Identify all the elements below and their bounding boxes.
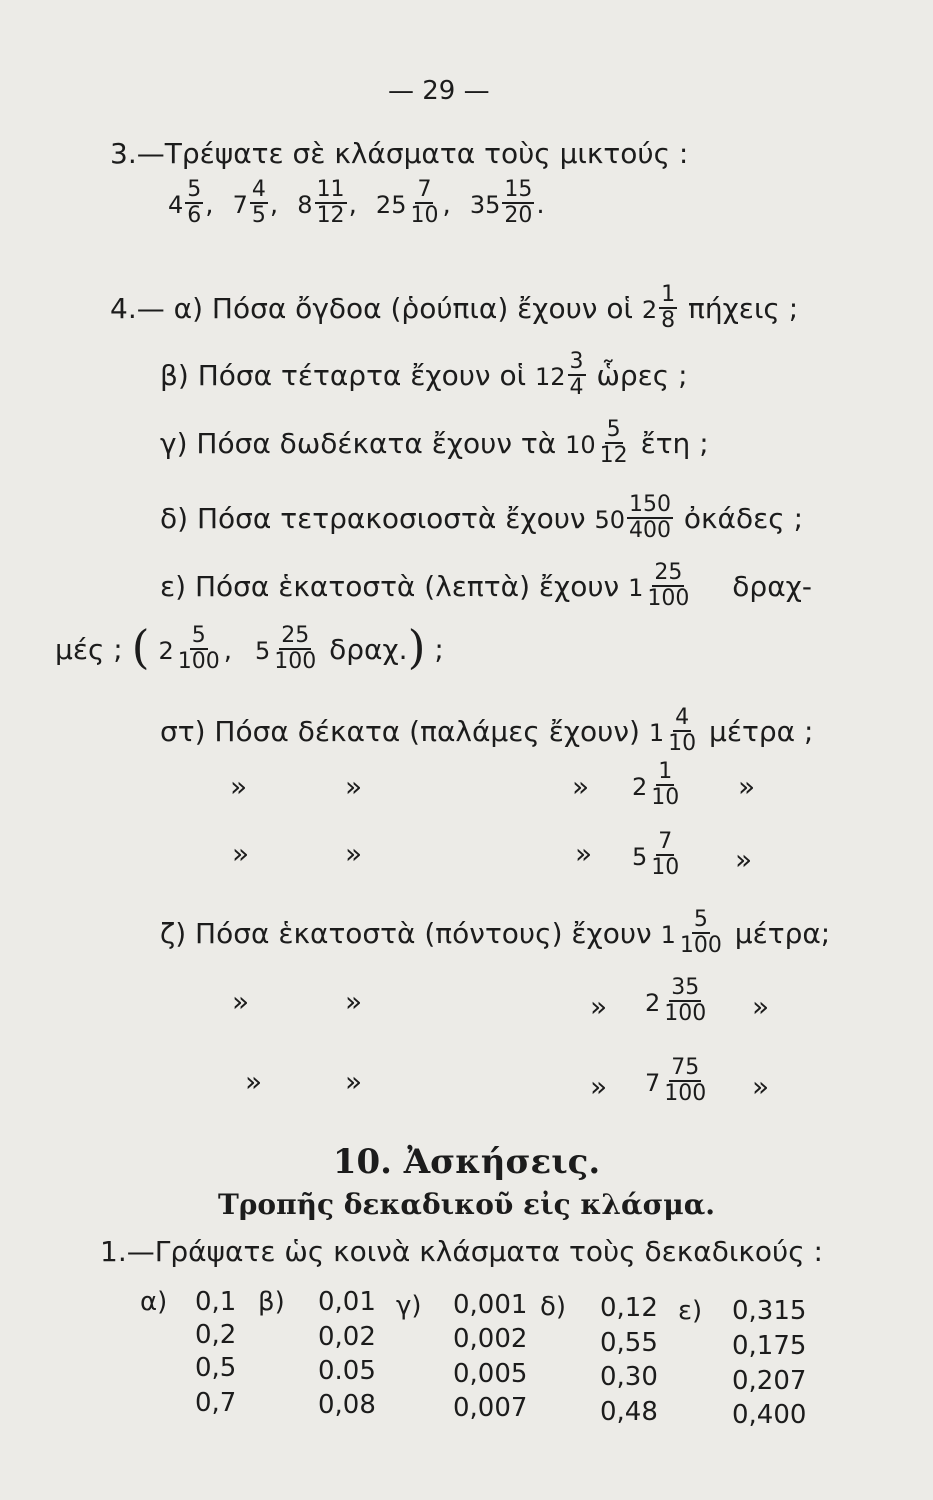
ditto-mark: »	[345, 837, 363, 870]
decimal-value: 0,12	[600, 1293, 658, 1323]
ditto-mark: »	[752, 990, 770, 1023]
ditto-mark: »	[590, 1070, 608, 1103]
exercise-4st-row-3: 5 $\frac{7}{10}$	[632, 829, 680, 881]
column-label-c: γ)	[396, 1291, 422, 1321]
ditto-mark: »	[752, 1070, 770, 1103]
decimal-value: 0,007	[453, 1393, 528, 1423]
decimal-value: 0.05	[318, 1356, 376, 1386]
ditto-mark: »	[230, 770, 248, 803]
decimal-value: 0,08	[318, 1390, 376, 1420]
ditto-mark: »	[575, 837, 593, 870]
page-number: — 29 —	[388, 76, 490, 106]
section-subheading: Τροπῆς δεκαδικοῦ εἰς κλάσμα.	[217, 1188, 716, 1221]
exercise-1-label: 1.—Γράψατε ὡς κοινὰ κλάσματα τοὺς δεκαδικούς :	[100, 1235, 823, 1268]
decimal-value: 0,55	[600, 1328, 658, 1358]
decimal-value: 0,7	[195, 1388, 237, 1418]
decimal-value: 0,002	[453, 1324, 528, 1354]
exercise-4z: ζ) Πόσα ἑκατοστὰ (πόντους) ἔχουν 1 $\frac{5}{100}$ μέτρα;	[160, 907, 831, 959]
exercise-3-mixed-list	[168, 177, 559, 230]
decimal-value: 0,400	[732, 1400, 807, 1430]
decimal-value: 0,01	[318, 1287, 376, 1317]
ditto-mark: »	[735, 843, 753, 876]
exercise-4b: β) Πόσα τέταρτα ἔχουν οἱ 12 $\frac{3}{4}$ ὧρες ;	[160, 349, 688, 401]
exercise-4e-continuation: μές ; ( 2 $\frac{5}{100}$ , 5 $\frac{25}{100}$ δραχ.) ;	[55, 620, 444, 674]
ditto-mark: »	[738, 770, 756, 803]
exercise-4d: δ) Πόσα τετρακοσιοστὰ ἔχουν 50 $\frac{150}{400}$ ὀκάδες ;	[160, 492, 804, 544]
ditto-mark: »	[232, 837, 250, 870]
ditto-mark: »	[245, 1065, 263, 1098]
column-label-d: δ)	[540, 1292, 567, 1322]
decimal-value: 0,02	[318, 1322, 376, 1352]
exercise-4st: στ) Πόσα δέκατα (παλάμες ἔχουν) 1 $\frac{4}{10}$ μέτρα ;	[160, 705, 814, 757]
exercise-4z-row-3: 7 $\frac{75}{100}$	[645, 1055, 707, 1107]
decimal-value: 0,5	[195, 1353, 237, 1383]
mixed-number: 7 $\frac{4}{5}$ ,	[232, 177, 279, 229]
decimal-value: 0,315	[732, 1296, 807, 1326]
decimal-value: 0,175	[732, 1331, 807, 1361]
column-label-a: α)	[140, 1287, 168, 1317]
column-label-b: β)	[258, 1287, 285, 1317]
exercise-4c: γ) Πόσα δωδέκατα ἔχουν τὰ 10 $\frac{5}{12}$ ἔτη ;	[160, 417, 709, 469]
decimal-value: 0,1	[195, 1287, 237, 1317]
decimal-value: 0,2	[195, 1320, 237, 1350]
ditto-mark: »	[572, 770, 590, 803]
mixed-number: 8 $\frac{11}{12}$ ,	[297, 177, 357, 229]
decimal-value: 0,005	[453, 1359, 528, 1389]
decimal-value: 0,207	[732, 1366, 807, 1396]
mixed-number: 35 $\frac{15}{20}$ .	[469, 177, 545, 229]
decimal-value: 0,30	[600, 1362, 658, 1392]
ditto-mark: »	[345, 1065, 363, 1098]
mixed-number: 4 $\frac{5}{6}$ ,	[168, 177, 214, 229]
column-label-e: ε)	[678, 1296, 703, 1326]
exercise-4e: ε) Πόσα ἑκατοστὰ (λεπτὰ) ἔχουν 1 $\frac{25}{100}$ δραχ-	[160, 560, 812, 612]
ditto-mark: »	[345, 985, 363, 1018]
ditto-mark: »	[232, 985, 250, 1018]
exercise-4st-row-2: 2 $\frac{1}{10}$	[632, 759, 680, 811]
section-heading: 10. Ἀσκήσεις.	[332, 1142, 601, 1182]
exercise-4a: 4.— α) Πόσα ὄγδοα (ῥούπια) ἔχουν οἱ 2 $\frac{1}{8}$ πήχεις ;	[110, 282, 799, 334]
ditto-mark: »	[345, 770, 363, 803]
exercise-4z-row-2: 2 $\frac{35}{100}$	[645, 975, 707, 1027]
decimal-value: 0,001	[453, 1290, 528, 1320]
decimal-value: 0,48	[600, 1397, 658, 1427]
ditto-mark: »	[590, 990, 608, 1023]
mixed-number: 25 $\frac{7}{10}$ ,	[375, 177, 451, 229]
exercise-3-label: 3.—Τρέψατε σὲ κλάσματα τοὺς μικτούς :	[110, 137, 689, 170]
